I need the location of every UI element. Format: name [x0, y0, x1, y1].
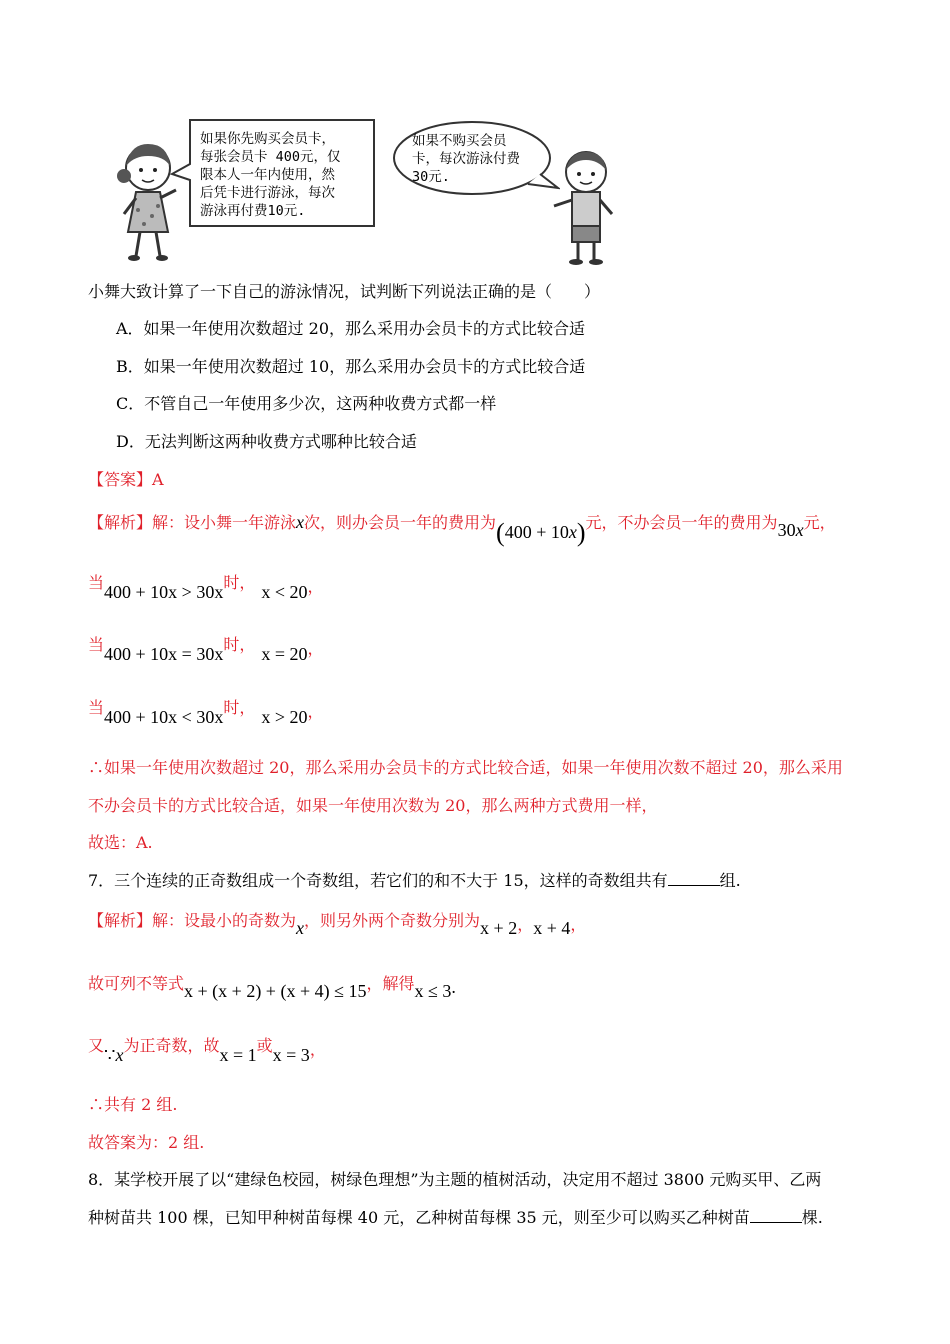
case-result: x > 20 [261, 707, 308, 727]
value-x-3: x = 3 [272, 1045, 310, 1065]
analysis-label: 【解析】 [88, 513, 153, 532]
analysis-mid2: 元，不办会员一年的费用为 [585, 513, 778, 532]
q6-conclusion-line2: 不办会员卡的方式比较合适，如果一年使用次数为 20，那么两种方式费用一样， [88, 796, 658, 815]
q8-stem-line1: 8．某学校开展了以“建绿色校园，树绿色理想”为主题的植树活动，决定用不超过 3800 元购买甲、乙两 [88, 1170, 822, 1189]
case-result: x < 20 [261, 582, 308, 602]
q6-stem: 小舞大致计算了一下自己的游泳情况，试判断下列说法正确的是（ ） [88, 282, 601, 301]
q8-stem-line2: 种树苗共 100 棵，已知甲种树苗每棵 40 元，乙种树苗每棵 35 元，则至少可以购买乙种树苗 棵. [88, 1208, 823, 1227]
q7-answer-blank[interactable] [668, 871, 720, 886]
value-x-1: x = 1 [219, 1045, 257, 1065]
q7-analysis-line4: ∴共有 2 组. [88, 1095, 178, 1114]
q8-answer-blank[interactable] [750, 1208, 802, 1223]
case-condition: 400 + 10x < 30x [104, 707, 224, 727]
q6-option-c[interactable]: C．不管自己一年使用多少次，这两种收费方式都一样 [116, 394, 497, 413]
nonmember-cost-expr: 30x [777, 520, 804, 540]
answer-value: A [152, 470, 164, 489]
q6-answer [88, 470, 164, 490]
q7-analysis-line1: 【解析】解：设最小的奇数为x，则另外两个奇数分别为x + 2，x + 4， [88, 911, 587, 938]
case-result: x = 20 [261, 644, 308, 664]
member-cost-expr: (400 + 10x) [496, 518, 586, 547]
q7-analysis-line2: 故可列不等式x + (x + 2) + (x + 4) ≤ 15，解得x ≤ 3. [88, 974, 456, 1001]
boy-speech-text: 如果不购买会员 卡，每次游泳付费 30元. [412, 133, 520, 185]
analysis-mid1: 次，则办会员一年的费用为 [304, 513, 497, 532]
because-symbol: ∵ [104, 1045, 116, 1065]
q6-option-b[interactable]: B．如果一年使用次数超过 10，那么采用办会员卡的方式比较合适 [116, 357, 586, 376]
illustration [100, 118, 620, 268]
girl-speech-text: 如果你先购买会员卡， 每张会员卡 400元，仅 限本人一年内使用，然 后凭卡进行游泳，每次 游泳再付费10元. [200, 131, 341, 219]
q6-analysis-line1 [88, 510, 836, 547]
q7-analysis-line3: 又∵x为正奇数，故x = 1或x = 3， [88, 1036, 326, 1065]
q7-stem: 7．三个连续的正奇数组成一个奇数组，若它们的和不大于 15，这样的奇数组共有 组. [88, 871, 741, 890]
analysis-end: 元， [803, 513, 836, 532]
case-condition: 400 + 10x = 30x [104, 644, 224, 664]
q6-case-2: 当400 + 10x = 30x时， x = 20， [88, 635, 324, 664]
inequality-solution: x ≤ 3 [414, 981, 452, 1001]
analysis-intro: 解：设小舞一年游泳 [152, 513, 297, 532]
case-condition: 400 + 10x > 30x [104, 582, 224, 602]
q6-option-d[interactable]: D．无法判断这两种收费方式哪种比较合适 [116, 432, 417, 451]
analysis-label: 【解析】 [88, 911, 153, 930]
inequality: x + (x + 2) + (x + 4) ≤ 15 [184, 981, 367, 1001]
answer-label: 【答案】 [88, 470, 153, 489]
q6-case-1: 当400 + 10x > 30x时， x < 20， [88, 573, 324, 602]
q6-conclusion-line1: ∴如果一年使用次数超过 20，那么采用办会员卡的方式比较合适，如果一年使用次数不超过 20，那么采用 [88, 758, 843, 777]
expr-x-plus-4: x + 4 [533, 918, 571, 938]
boy-figure-icon [552, 148, 618, 268]
q6-choose: 故选：A. [88, 833, 153, 852]
expr-x-plus-2: x + 2 [480, 918, 518, 938]
q7-analysis-line5: 故答案为：2 组. [88, 1133, 205, 1152]
q6-case-3: 当400 + 10x < 30x时， x > 20， [88, 698, 324, 727]
variable-x: x [296, 512, 305, 532]
q6-option-a[interactable]: A．如果一年使用次数超过 20，那么采用办会员卡的方式比较合适 [116, 319, 586, 338]
